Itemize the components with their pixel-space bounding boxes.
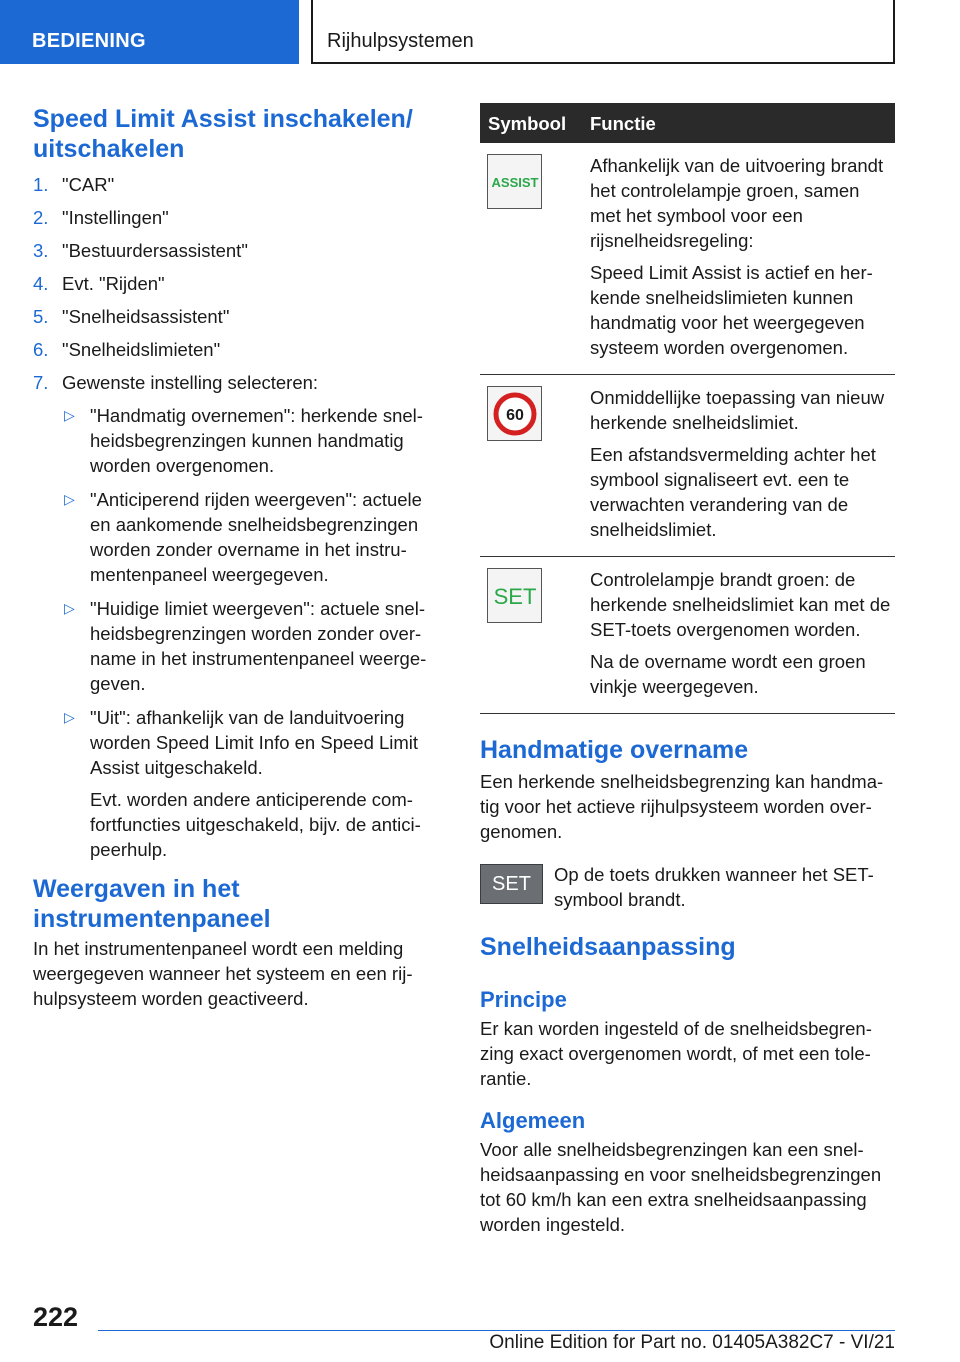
set-button-icon: SET [480, 864, 543, 904]
step-item: 6. "Snelheidslimieten" [33, 339, 221, 360]
step-item: 5. "Snelheidsassistent" [33, 306, 230, 327]
displays-paragraph: In het instrumentenpaneel wordt een melding weergegeven wanneer het systeem en een rijhulpsysteem worden geactiveerd. [33, 938, 413, 1009]
table-row [480, 143, 895, 375]
section-title: BEDIENING [32, 30, 146, 52]
right-column [480, 735, 895, 1237]
svg-text:SET: SET [493, 583, 536, 609]
chapter-title: Rijhulpsystemen [327, 30, 474, 52]
triangle-bullet-icon: ▷ [64, 491, 75, 507]
triangle-bullet-icon: ▷ [64, 600, 75, 616]
option-item: ▷ "Handmatig overnemen": herkende snelheidsbegrenzingen kunnen handmatig worden overgenomen. [64, 405, 423, 476]
step-item: 3. "Bestuurdersassistent" [33, 240, 248, 261]
row-text: Speed Limit Assist is actief en herkende snelheidslimieten kunnen handmatig voor het weergegeven systeem worden overgenomen. [590, 262, 873, 358]
step-item: 2. "Instellingen" [33, 207, 169, 228]
row-text: Controlelampje brandt groen: de herkende snelheidslimiet kan met de SET-toets overgenomen worden. [590, 569, 891, 640]
option-item: ▷ "Uit": afhankelijk van de landuitvoering worden Speed Limit Info en Speed Limit Assist uitgeschakeld. Evt. worden andere anticiperende comfortfuncties uitgeschakeld, bijv. de anticipeerhulp. [64, 707, 421, 860]
row-text: Afhankelijk van de uitvoering brandt het controlelampje groen, samen met het symbool voor een rijsnelheidsregeling: [590, 155, 884, 251]
triangle-bullet-icon: ▷ [64, 407, 75, 423]
set-instruction [480, 862, 895, 918]
svg-text:ASSIST: ASSIST [491, 174, 538, 190]
subheading-general: Algemeen [480, 1108, 586, 1133]
general-paragraph: Voor alle snelheidsbegrenzingen kan een snelheidsaanpassing en voor snelheidsbegrenzingen tot 60 km/h kan een extra snelheidsaanpassing worden ingesteld. [480, 1139, 882, 1235]
table-header [480, 103, 895, 143]
header-function: Functie [590, 113, 656, 134]
option-item: ▷ "Anticiperend rijden weergeven": actuele en aankomende snelheidsbegrenzingen worden zonder overname in het instrumentenpaneel weergegeven. [64, 489, 422, 585]
subheading-principle: Principe [480, 987, 567, 1012]
svg-text:60: 60 [505, 406, 524, 424]
step-item: 7. Gewenste instelling selecteren: ▷ "Handmatig overnemen": herkende snelheidsbegrenzingen kunnen handmatig worden overgenomen. ▷ "Anticiperend rijden weergeven": actuele en aankomende snelheidsbegrenzingen worden zonder overname in het instrumentenpaneel weergegeven. ▷ "Huidige limiet weergeven": actuele snelheidsbegrenzingen worden zonder overname in het instrumentenpaneel weergegeven. ▷ "Uit": afhankelijk van de landuitvoering worden Speed Limit Info en Speed Limit Assist uitgeschakeld. Evt. worden andere anticiperende comfortfuncties uitgeschakeld, bijv. de anticipeerhulp. [33, 370, 438, 862]
set-instruction-text: Op de toets drukken wanneer het SET-symbool brandt. [554, 864, 874, 910]
manual-paragraph: Een herkende snelheidsbegrenzing kan handmatig voor het actieve rijhulpsysteem worden overgenomen. [480, 771, 884, 842]
footer-divider [98, 1330, 895, 1331]
principle-paragraph: Er kan worden ingesteld of de snelheidsbegrenzing exact overgenomen wordt, of met een tolerantie. [480, 1018, 872, 1089]
heading-manual: Handmatige overname [480, 736, 749, 764]
step-item: 1. "CAR" [33, 174, 115, 195]
section-tab [0, 0, 299, 64]
symbol-table [480, 103, 895, 714]
left-column [33, 104, 438, 1011]
edition-footer: Online Edition for Part no. 01405A382C7 - VI/21 [489, 1332, 895, 1353]
header-symbol: Symbool [488, 113, 567, 134]
step-item: 4. Evt. "Rijden" [33, 273, 165, 294]
heading-displays: Weergaven in het instrumentenpaneel [33, 875, 271, 933]
row-text: Na de overname wordt een groen vinkje weergegeven. [590, 651, 866, 697]
heading-adjust: Snelheidsaanpassing [480, 933, 736, 961]
option-item: ▷ "Huidige limiet weergeven": actuele snelheidsbegrenzingen worden zonder overname in het instrumentenpaneel weergegeven. [64, 598, 427, 694]
options-list [62, 403, 438, 862]
assist-icon [487, 154, 542, 209]
table-row [480, 375, 895, 557]
chapter-header [311, 0, 895, 64]
table-row [480, 557, 895, 714]
steps-list [33, 172, 438, 862]
row-text: Onmiddellijke toepassing van nieuw herkende snelheidslimiet. [590, 387, 885, 433]
page-number: 222 [33, 1302, 79, 1332]
row-text: Een afstandsvermelding achter het symbool signaliseert evt. een te verwachten verandering van de snelheidslimiet. [590, 444, 876, 540]
speed-limit-60-icon [487, 386, 542, 441]
set-icon [487, 568, 542, 623]
heading-enable-disable: Speed Limit Assist inschakelen/ uitschakelen [33, 105, 413, 163]
triangle-bullet-icon: ▷ [64, 709, 75, 725]
